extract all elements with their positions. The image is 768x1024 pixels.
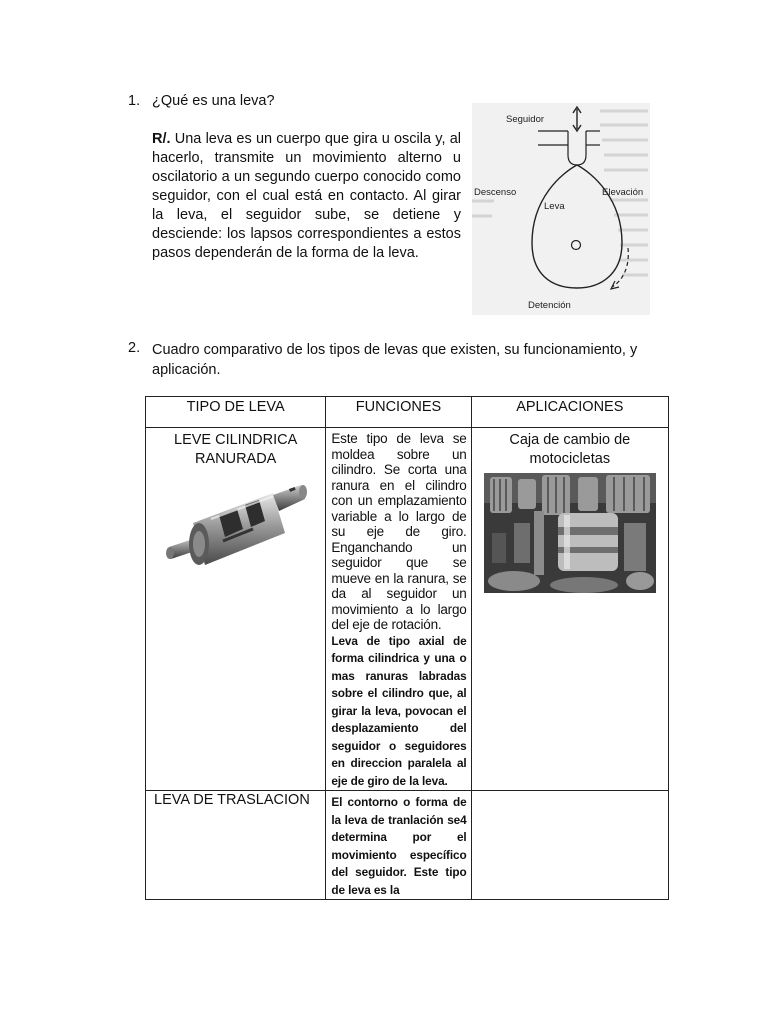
function-description-bold: Leva de tipo axial de forma cilindrica y una o mas ranuras labradas sobre el cilindro que, al girar la leva, povocan el desplazamiento del seguidor o seguidores en direccion paralela al eje de giro de la leva.	[331, 633, 467, 788]
answer-text: Una leva es un cuerpo que gira u oscila y, al hacerlo, transmite un movimiento alterno u oscilatorio a un segundo cuerpo conocido como seguidor, con el cual está en contacto. Al girar la leva, el seguidor sube, se detiene y desciende: los lapsos correspondientes a estos pasos dependerán de la forma de la leva.	[152, 131, 461, 261]
question-2-number: 2.	[128, 340, 141, 356]
application-label: Caja de cambio de motocicletas	[509, 432, 631, 467]
question-2-title: Cuadro comparativo de los tipos de levas que existen, su funcionamiento, y aplicación.	[152, 342, 638, 378]
cam-type-cell	[146, 791, 326, 900]
label-follower: Seguidor	[506, 114, 545, 125]
cam-type-cell	[146, 428, 326, 791]
cam-diagram-svg	[472, 103, 650, 315]
label-cam: Leva	[544, 201, 565, 212]
applications-cell	[471, 791, 668, 900]
function-description-bold: El contorno o forma de la leva de tranlación se4 determina por el movimiento específico del seguidor. Este tipo de leva es la	[331, 795, 467, 897]
header-functions: FUNCIONES	[326, 397, 471, 428]
cam-type-label: LEVE CILINDRICA RANURADA	[174, 432, 298, 467]
question-1-number: 1.	[128, 93, 141, 109]
functions-cell	[326, 791, 471, 900]
gearbox-image	[484, 473, 656, 593]
applications-cell	[471, 428, 668, 791]
header-cam-type: TIPO DE LEVA	[146, 397, 326, 428]
label-dwell: Detención	[528, 300, 571, 311]
question-1-title: ¿Qué es una leva?	[152, 93, 275, 109]
table-row	[146, 791, 669, 900]
answer-prefix: R/.	[152, 131, 171, 147]
table-header-row	[146, 397, 669, 428]
label-rise: Elevación	[602, 187, 644, 198]
cam-diagram	[472, 103, 650, 315]
cylindrical-cam-image	[161, 475, 311, 585]
functions-cell	[326, 428, 471, 791]
cam-type-label: LEVA DE TRASLACION	[154, 792, 310, 808]
table-row	[146, 428, 669, 791]
function-description: Este tipo de leva se moldea sobre un cilindro. Se corta una ranura en el cilindro con un emplazamiento variable a lo largo de su eje de giro. Enganchando un seguidor que se mueve en la ranura, se da al seguidor un movimiento a lo largo del eje de rotación.	[331, 431, 467, 632]
question-1-answer	[152, 130, 461, 263]
label-descent: Descenso	[474, 187, 517, 198]
header-applications: APLICACIONES	[471, 397, 668, 428]
comparison-table	[145, 396, 669, 900]
